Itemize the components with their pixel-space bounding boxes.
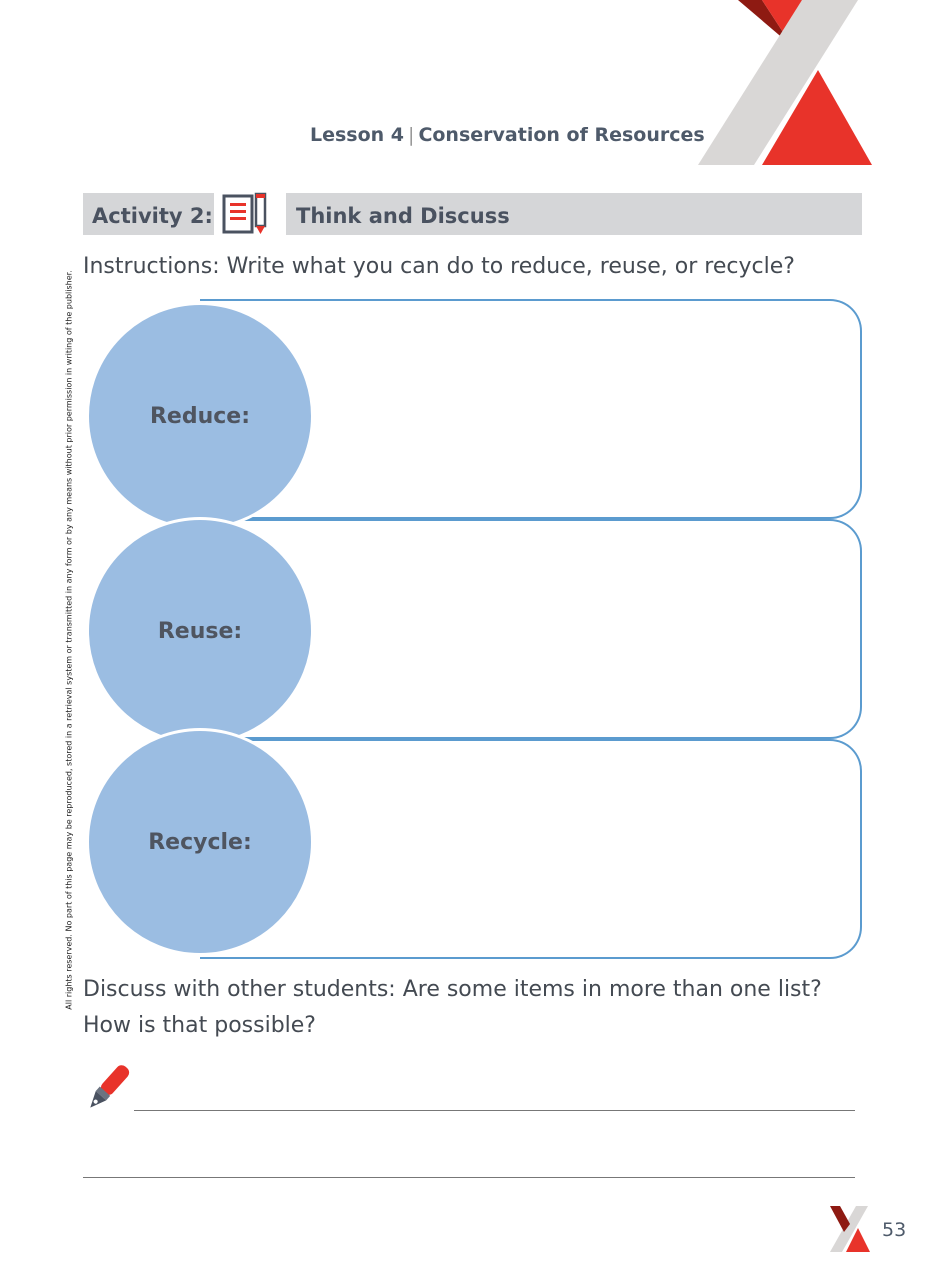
header-separator: |: [408, 124, 415, 146]
lesson-number: Lesson 4: [310, 124, 405, 146]
recycle-circle: [86, 728, 314, 956]
brush-pen-icon: [80, 1062, 134, 1116]
recycle-label: Recycle:: [148, 829, 252, 855]
publisher-logo-small: [828, 1206, 872, 1252]
reuse-circle: [86, 517, 314, 745]
reduce-circle: [86, 302, 314, 530]
worksheet-pencil-icon: [222, 191, 268, 237]
lesson-header: [310, 124, 705, 146]
answer-line[interactable]: [83, 1177, 855, 1178]
instructions-text: Instructions: Write what you can do to reduce, reuse, or recycle?: [83, 254, 795, 279]
publisher-logo: [690, 0, 880, 170]
lesson-topic: Conservation of Resources: [418, 124, 705, 146]
discussion-prompt: Discuss with other students: Are some items in more than one list? How is that possible?: [83, 977, 822, 1038]
answer-line[interactable]: [134, 1110, 855, 1111]
reuse-label: Reuse:: [157, 618, 243, 644]
page-number: 53: [882, 1219, 907, 1241]
activity-label: Activity 2:: [92, 204, 213, 228]
activity-title: Think and Discuss: [296, 204, 510, 228]
copyright-notice: All rights reserved. No part of this page may be reproduced, stored in a retrieval system or transmitted in any form or by any means without prior permission in writing of the publisher.: [64, 270, 74, 1010]
reduce-label: Reduce:: [149, 403, 251, 429]
